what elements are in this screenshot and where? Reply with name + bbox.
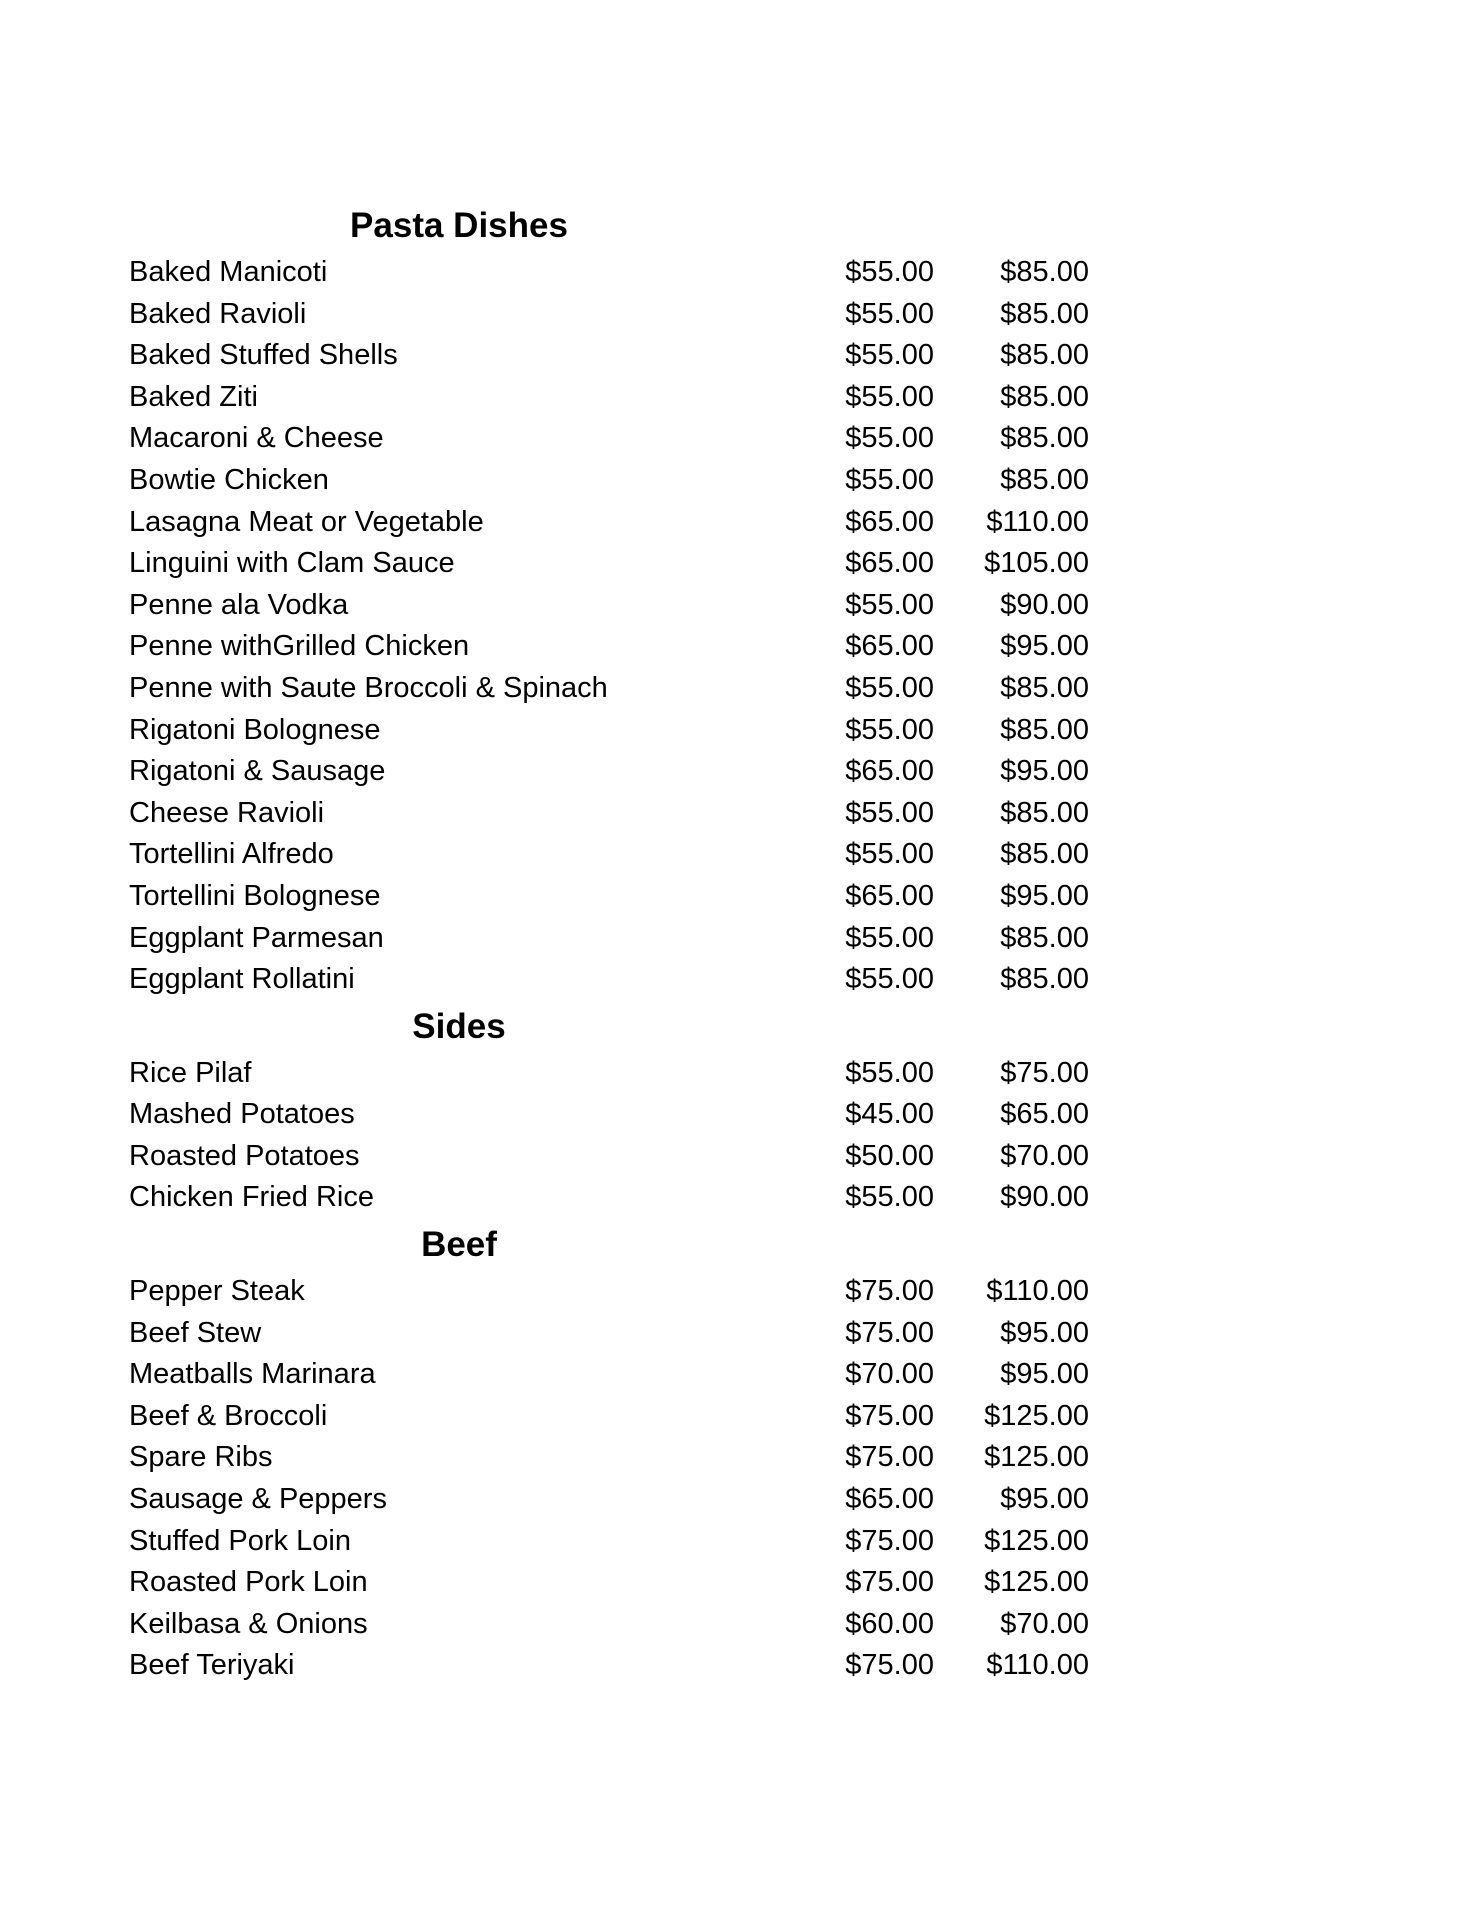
item-price-full-tray: $85.00 [1000, 297, 1089, 330]
menu-item-row [129, 1604, 1089, 1646]
item-price-half-tray: $55.00 [845, 1181, 934, 1214]
item-name: Pepper Steak [129, 1275, 305, 1308]
menu-item-row [129, 1562, 1089, 1604]
menu-item-row [129, 668, 1089, 710]
item-name: Lasagna Meat or Vegetable [129, 505, 484, 538]
item-price-full-tray: $125.00 [984, 1524, 1089, 1557]
menu-item-row [129, 918, 1089, 960]
menu-item-row [129, 460, 1089, 502]
item-price-full-tray: $85.00 [1000, 963, 1089, 996]
item-price-half-tray: $60.00 [845, 1607, 934, 1640]
item-price-full-tray: $85.00 [1000, 256, 1089, 288]
menu-item-row [129, 834, 1089, 876]
menu-section [129, 1219, 1089, 1687]
item-name: Roasted Pork Loin [129, 1566, 368, 1599]
item-name: Eggplant Rollatini [129, 963, 355, 996]
menu-item-row [129, 1313, 1089, 1355]
item-name: Baked Ziti [129, 380, 258, 413]
item-name: Rigatoni Bolognese [129, 713, 381, 746]
item-price-half-tray: $55.00 [845, 1056, 934, 1089]
menu-item-row [129, 252, 1089, 294]
item-name: Stuffed Pork Loin [129, 1524, 351, 1557]
item-price-half-tray: $55.00 [845, 463, 934, 496]
item-name: Penne withGrilled Chicken [129, 630, 470, 663]
item-price-half-tray: $75.00 [845, 1275, 934, 1308]
menu-item-row [129, 1396, 1089, 1438]
item-price-half-tray: $65.00 [845, 755, 934, 788]
item-price-half-tray: $75.00 [845, 1566, 934, 1599]
item-name: Tortellini Alfredo [129, 838, 334, 871]
item-price-half-tray: $55.00 [845, 796, 934, 829]
item-price-full-tray: $85.00 [1000, 380, 1089, 413]
section-title: Pasta Dishes [350, 206, 568, 245]
item-price-full-tray: $85.00 [1000, 921, 1089, 954]
item-name: Eggplant Parmesan [129, 921, 384, 954]
item-price-half-tray: $55.00 [845, 838, 934, 871]
item-price-full-tray: $90.00 [1000, 1181, 1089, 1214]
item-price-full-tray: $85.00 [1000, 838, 1089, 871]
item-price-half-tray: $55.00 [845, 588, 934, 621]
item-name: Linguini with Clam Sauce [129, 547, 455, 580]
item-name: Mashed Potatoes [129, 1098, 355, 1131]
item-price-full-tray: $65.00 [1000, 1098, 1089, 1131]
item-price-half-tray: $55.00 [845, 422, 934, 455]
item-name: Tortellini Bolognese [129, 879, 381, 912]
menu-section [129, 200, 1089, 1001]
menu-item-row [129, 1645, 1089, 1687]
item-price-full-tray: $85.00 [1000, 339, 1089, 372]
menu-item-row [129, 335, 1089, 377]
menu-item-row [129, 1271, 1089, 1313]
item-price-half-tray: $75.00 [845, 1441, 934, 1474]
menu-item-row [129, 793, 1089, 835]
menu-item-row [129, 1053, 1089, 1095]
menu-item-row [129, 1479, 1089, 1521]
item-price-half-tray: $55.00 [845, 921, 934, 954]
menu-item-row [129, 751, 1089, 793]
item-price-full-tray: $95.00 [1000, 1358, 1089, 1391]
menu-item-row [129, 959, 1089, 1001]
item-price-half-tray: $65.00 [845, 879, 934, 912]
item-price-half-tray: $55.00 [845, 963, 934, 996]
item-name: Chicken Fried Rice [129, 1181, 374, 1214]
item-price-half-tray: $75.00 [845, 1649, 934, 1682]
menu-item-row [129, 294, 1089, 336]
item-name: Macaroni & Cheese [129, 422, 384, 455]
item-price-half-tray: $65.00 [845, 505, 934, 538]
menu-item-row [129, 543, 1089, 585]
item-price-full-tray: $110.00 [986, 1649, 1089, 1682]
item-price-full-tray: $75.00 [1000, 1056, 1089, 1089]
item-name: Beef & Broccoli [129, 1399, 328, 1432]
item-name: Beef Teriyaki [129, 1649, 295, 1682]
menu-item-row [129, 1437, 1089, 1479]
item-name: Baked Manicoti [129, 256, 328, 288]
item-name: Sausage & Peppers [129, 1483, 387, 1516]
item-price-half-tray: $55.00 [845, 380, 934, 413]
item-name: Beef Stew [129, 1316, 262, 1349]
item-price-half-tray: $50.00 [845, 1139, 934, 1172]
item-price-full-tray: $110.00 [986, 1275, 1089, 1308]
item-price-half-tray: $65.00 [845, 630, 934, 663]
item-price-half-tray: $55.00 [845, 297, 934, 330]
item-name: Cheese Ravioli [129, 796, 325, 829]
item-price-full-tray: $95.00 [1000, 630, 1089, 663]
item-price-half-tray: $65.00 [845, 1483, 934, 1516]
item-price-half-tray: $75.00 [845, 1399, 934, 1432]
item-price-full-tray: $95.00 [1000, 1483, 1089, 1516]
menu-item-row [129, 1136, 1089, 1178]
menu-item-row [129, 626, 1089, 668]
item-name: Bowtie Chicken [129, 463, 329, 496]
menu-item-row [129, 1177, 1089, 1219]
item-price-full-tray: $70.00 [1000, 1607, 1089, 1640]
menu-item-row [129, 502, 1089, 544]
item-name: Spare Ribs [129, 1441, 273, 1474]
item-price-full-tray: $85.00 [1000, 422, 1089, 455]
item-name: Baked Stuffed Shells [129, 339, 398, 372]
menu-item-row [129, 1354, 1089, 1396]
item-price-half-tray: $75.00 [845, 1524, 934, 1557]
item-name: Rice Pilaf [129, 1056, 252, 1089]
item-price-half-tray: $65.00 [845, 547, 934, 580]
item-price-half-tray: $55.00 [845, 339, 934, 372]
item-price-full-tray: $90.00 [1000, 588, 1089, 621]
item-name: Meatballs Marinara [129, 1358, 376, 1391]
item-price-full-tray: $125.00 [984, 1441, 1089, 1474]
item-price-full-tray: $95.00 [1000, 1316, 1089, 1349]
item-price-full-tray: $85.00 [1000, 713, 1089, 746]
item-price-full-tray: $85.00 [1000, 463, 1089, 496]
item-price-full-tray: $70.00 [1000, 1139, 1089, 1172]
menu-section [129, 1001, 1089, 1219]
item-price-full-tray: $125.00 [984, 1399, 1089, 1432]
menu-item-row [129, 377, 1089, 419]
item-price-half-tray: $55.00 [845, 713, 934, 746]
menu-item-row [129, 876, 1089, 918]
section-title: Sides [412, 1006, 506, 1046]
item-price-full-tray: $95.00 [1000, 879, 1089, 912]
item-name: Baked Ravioli [129, 297, 307, 330]
section-title: Beef [421, 1225, 497, 1265]
menu-item-row [129, 710, 1089, 752]
item-price-full-tray: $105.00 [984, 547, 1089, 580]
item-price-half-tray: $45.00 [845, 1098, 934, 1131]
item-price-half-tray: $70.00 [845, 1358, 934, 1391]
item-name: Roasted Potatoes [129, 1139, 360, 1172]
menu-item-row [129, 418, 1089, 460]
menu-list [129, 200, 1089, 1687]
menu-item-row [129, 585, 1089, 627]
menu-item-row [129, 1094, 1089, 1136]
item-price-full-tray: $85.00 [1000, 671, 1089, 704]
menu-item-row [129, 1521, 1089, 1563]
item-name: Penne ala Vodka [129, 588, 349, 621]
item-price-full-tray: $95.00 [1000, 755, 1089, 788]
item-price-full-tray: $85.00 [1000, 796, 1089, 829]
item-price-full-tray: $125.00 [984, 1566, 1089, 1599]
item-price-half-tray: $55.00 [845, 256, 934, 288]
item-price-half-tray: $55.00 [845, 671, 934, 704]
item-name: Rigatoni & Sausage [129, 755, 386, 788]
item-name: Penne with Saute Broccoli & Spinach [129, 671, 608, 704]
item-name: Keilbasa & Onions [129, 1607, 368, 1640]
item-price-full-tray: $110.00 [986, 505, 1089, 538]
item-price-half-tray: $75.00 [845, 1316, 934, 1349]
